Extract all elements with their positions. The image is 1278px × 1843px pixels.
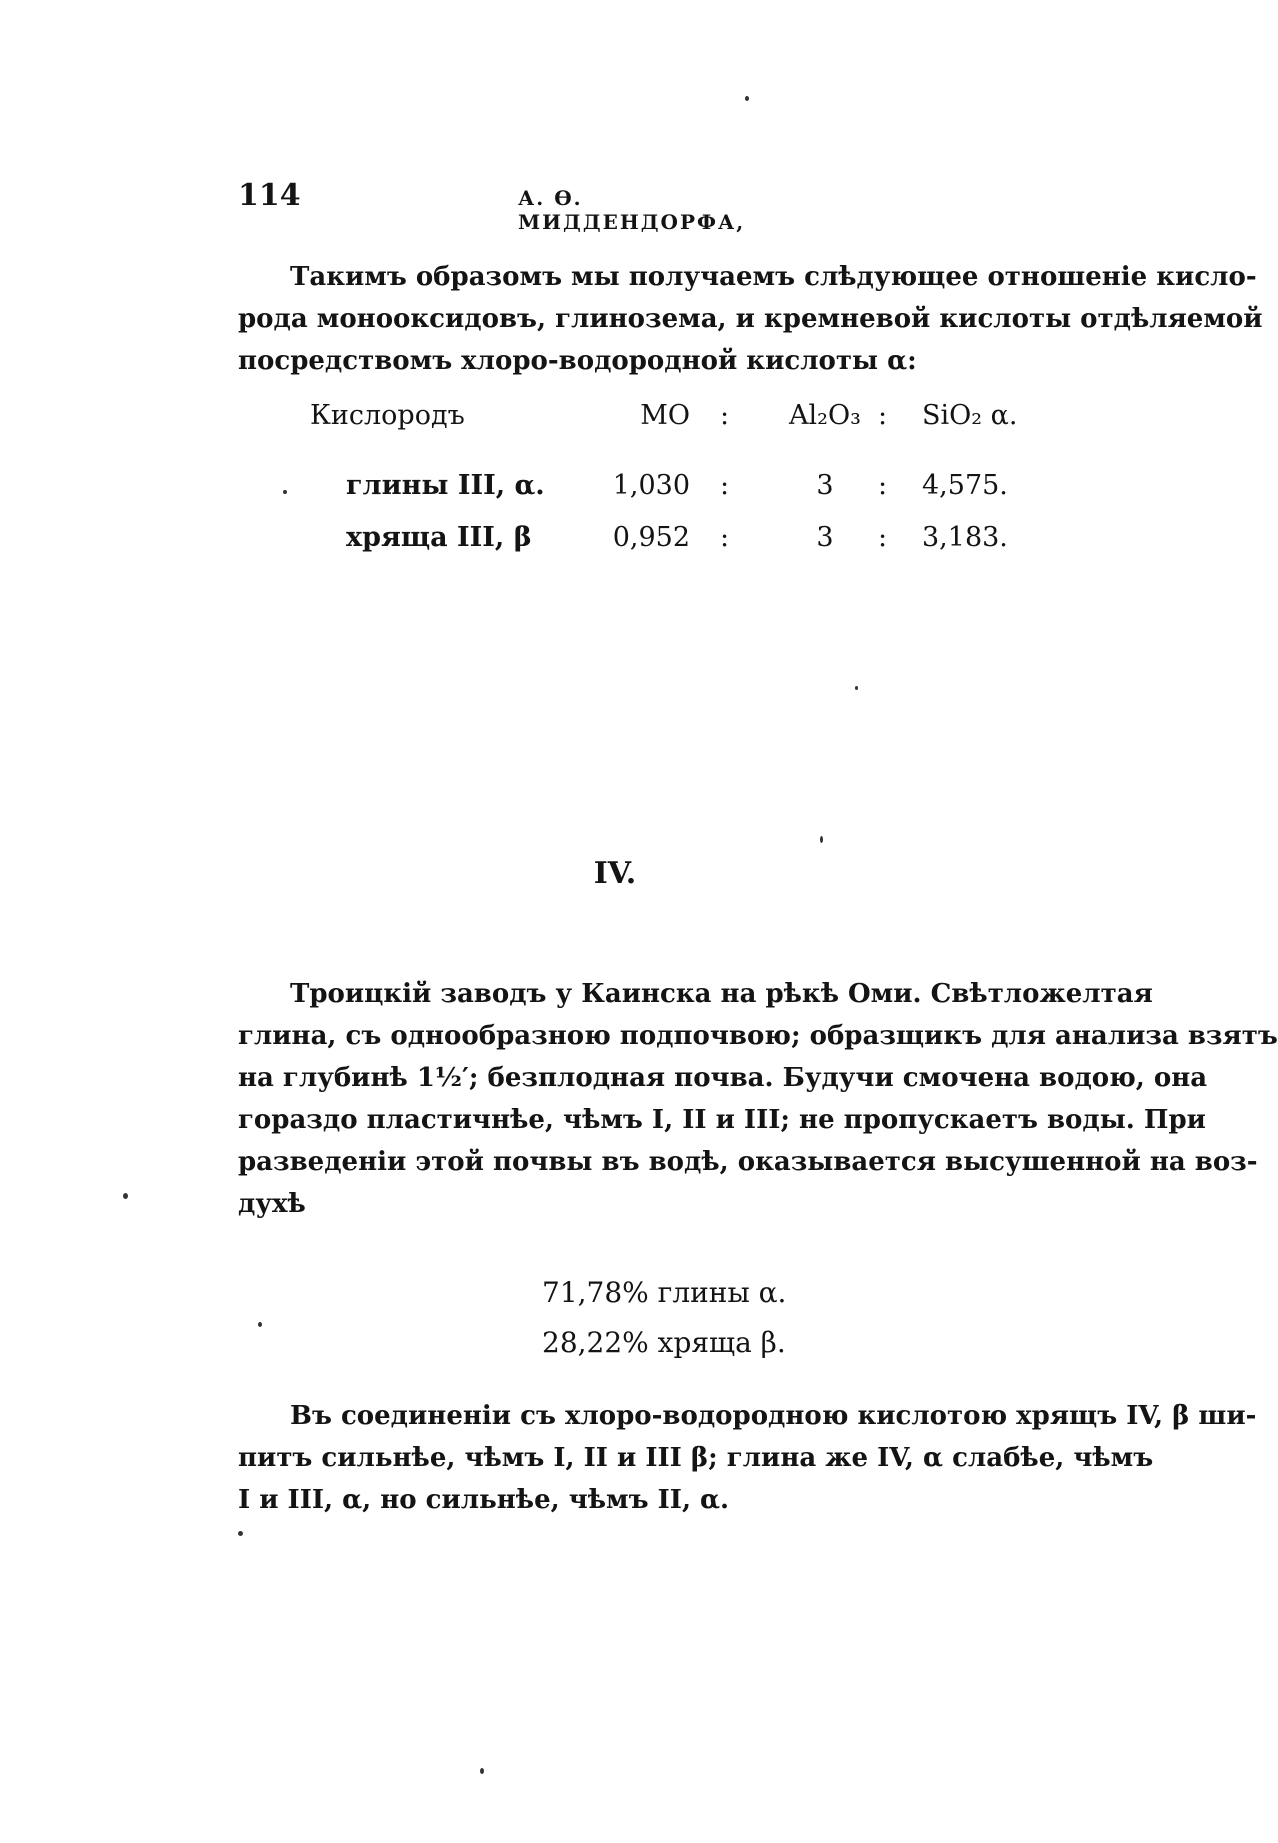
row-mo-value: 0,952: [612, 522, 690, 553]
paragraph-line: Въ соединеніи съ хлоро-водородною кислотою хрящъ IV, β ши-: [290, 1401, 1257, 1431]
header-separator: :: [720, 400, 730, 431]
row-sio2-value: 3,183.: [922, 522, 1008, 553]
scan-speck: [238, 1531, 243, 1536]
ratio-table-header: [310, 400, 1030, 470]
row-al2o3-value: 3: [816, 522, 834, 553]
paragraph-line: I и III, α, но сильнѣе, чѣмъ II, α.: [238, 1485, 730, 1515]
paragraph-line: гораздо пластичнѣе, чѣмъ I, II и III; не пропускаетъ воды. При: [238, 1105, 1206, 1135]
paragraph-line: рода монооксидовъ, глинозема, и кремневой кислоты отдѣляемой: [238, 304, 1263, 334]
section-heading: IV.: [593, 856, 637, 891]
result-line: 71,78% глины α.: [542, 1276, 787, 1309]
header-sio2: SiO₂ α.: [922, 400, 1018, 431]
ratio-table-row: [310, 522, 1030, 574]
paragraph-line: глина, съ однообразною подпочвою; образщикъ для анализа взятъ: [238, 1021, 1278, 1051]
row-separator: :: [720, 470, 730, 501]
paragraph-line: посредствомъ хлоро-водородной кислоты α:: [238, 346, 917, 376]
scan-speck: [123, 1193, 128, 1199]
row-sio2-value: 4,575.: [922, 470, 1008, 501]
paragraph-line: Троицкій заводъ у Каинска на рѣкѣ Оми. Свѣтложелтая: [290, 979, 1153, 1009]
paragraph-line: духѣ: [238, 1189, 306, 1219]
page-header: [238, 178, 818, 234]
header-mo: MO: [640, 400, 690, 431]
scan-speck: [258, 1322, 262, 1327]
paragraph-line: питъ сильнѣе, чѣмъ I, II и III β; глина же IV, α слабѣе, чѣмъ: [238, 1443, 1154, 1473]
closing-paragraph: [238, 1395, 1257, 1521]
ratio-table-row: [310, 470, 1030, 522]
header-separator: :: [878, 400, 888, 431]
section-paragraph: [238, 973, 1278, 1225]
scan-speck: [480, 1768, 484, 1774]
scan-speck: [283, 490, 287, 494]
scan-speck: [855, 686, 858, 690]
composition-results: [542, 1268, 786, 1368]
row-label: хряща III, β: [346, 522, 532, 553]
row-al2o3-value: 3: [816, 470, 834, 501]
oxygen-ratio-table: [310, 400, 1030, 574]
row-mo-value: 1,030: [612, 470, 690, 501]
header-al2o3: Al₂O₃: [789, 400, 861, 431]
row-separator: :: [878, 470, 888, 501]
paragraph-line: на глубинѣ 1½′; безплодная почва. Будучи смочена водою, она: [238, 1063, 1208, 1093]
page-number: 114: [238, 178, 301, 213]
running-title: А. Ѳ. МИДДЕНДОРФА,: [518, 186, 746, 234]
row-separator: :: [720, 522, 730, 553]
header-label: Кислородъ: [310, 400, 465, 431]
intro-paragraph: [238, 256, 1263, 382]
scan-speck: [820, 836, 823, 843]
paragraph-line: Такимъ образомъ мы получаемъ слѣдующее отношеніе кисло-: [290, 262, 1257, 292]
result-line: 28,22% хряща β.: [542, 1326, 786, 1359]
scan-speck: [745, 96, 749, 101]
row-label: глины III, α.: [346, 470, 545, 501]
row-separator: :: [878, 522, 888, 553]
paragraph-line: разведеніи этой почвы въ водѣ, оказывается высушенной на воз-: [238, 1147, 1258, 1177]
